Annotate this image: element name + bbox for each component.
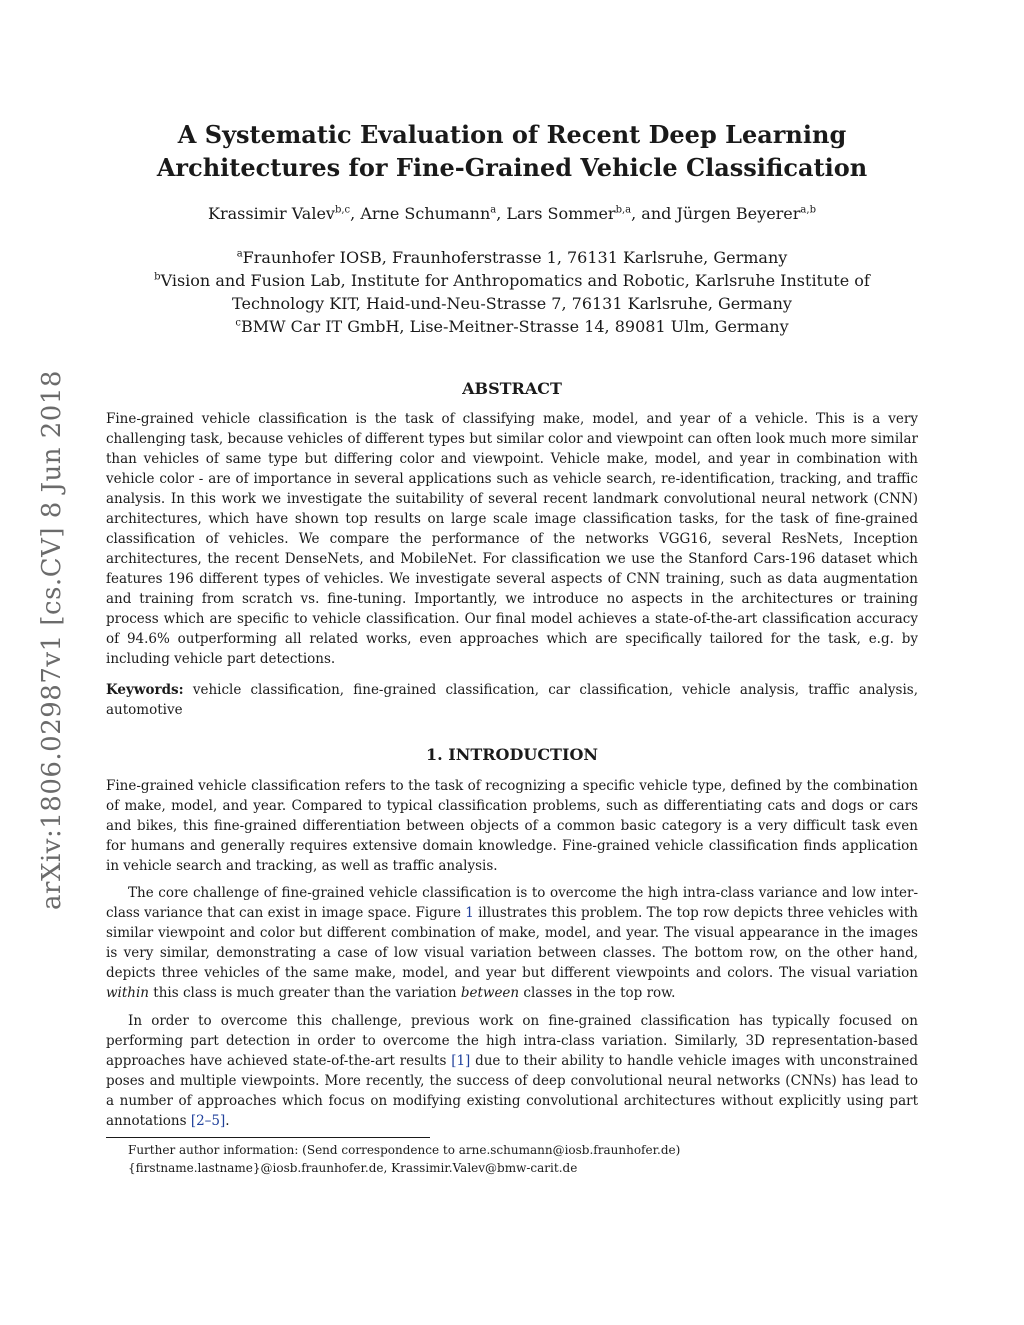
author-name: Krassimir Valev [208,204,335,223]
title-line-2: Architectures for Fine-Grained Vehicle Classification [156,153,868,182]
keywords-text: vehicle classification, fine-grained classification, car classification, vehicle analysis, traffic analysis, automotive [106,682,918,718]
affiliation-mark: b [154,271,161,283]
affiliation-b [110,269,914,315]
footnote [128,1141,680,1177]
paragraph-text: this class is much greater than the variation [149,985,461,1001]
author-name: Jürgen Beyerer [676,204,801,223]
affiliation-a [110,246,914,269]
author-affiliation-mark: b,a [615,204,632,216]
abstract-heading: ABSTRACT [462,379,562,398]
affiliation-text: BMW Car IT GmbH, Lise-Meitner-Strasse 14, 89081 Ulm, Germany [241,317,789,336]
footnote-divider [106,1137,430,1138]
affiliation-text: Fraunhofer IOSB, Fraunhoferstrasse 1, 76131 Karlsruhe, Germany [242,248,788,267]
author-affiliation-mark: b,c [334,204,351,216]
intro-paragraph-1: Fine-grained vehicle classification refers to the task of recognizing a specific vehicle type, defined by the combination of make, model, and year. Compared to typical classification problems, such as differentiating cats and dogs or cars and bikes, this fine-grained differentiation between objects of a common basic category is a very difficult task even for humans and generally requires extensive domain knowledge. Fine-grained vehicle classification finds application in vehicle search and tracking, as well as traffic analysis. [106,778,918,874]
affiliation-text: Vision and Fusion Lab, Institute for Anthropomatics and Robotic, Karlsruhe Institute of [160,271,870,290]
title-line-1: A Systematic Evaluation of Recent Deep Learning [177,120,847,149]
affiliation-c [110,315,914,338]
author-name: Lars Sommer [506,204,616,223]
paper-title [110,118,914,184]
author-separator: , and [631,204,677,223]
keywords [106,680,918,720]
emphasis-text: between [460,985,520,1001]
section-heading-introduction: 1. INTRODUCTION [425,745,599,764]
affiliation-text: Technology KIT, Haid-und-Neu-Strasse 7, 76131 Karlsruhe, Germany [232,294,792,313]
intro-paragraph-2 [106,883,918,1003]
paragraph-text: due to their ability to handle vehicle images with unconstrained poses and multiple viewpoints. More recently, the success of deep convolutional neural networks (CNNs) has lead to a number of approaches which focus on modifying existing convolutional architectures without explicitly using part annotations [106,1053,918,1129]
intro-paragraph-3 [106,1011,918,1131]
affiliation-mark: a [236,248,243,260]
footnote-line: Further author information: (Send correspondence to arne.schumann@iosb.fraunhofer.de) [128,1143,681,1157]
citation-link[interactable]: [2–5] [190,1113,226,1129]
paragraph-text: . [225,1113,230,1129]
footnote-line: {firstname.lastname}@iosb.fraunhofer.de, Krassimir.Valev@bmw-carit.de [128,1161,578,1175]
affiliation-list [110,246,914,338]
author-list [110,204,914,223]
paragraph-text: classes in the top row. [519,985,676,1001]
paragraph-text: illustrates this problem. The top row depicts three vehicles with similar viewpoint and color but different combination of make, model, and year. The visual appearance in the images is very similar, demonstrating a case of low visual variation between classes. The bottom row, on the other hand, depicts three vehicles of the same make, model, and year but different viewpoints and colors. The visual variation [106,905,918,981]
paragraph-text: In order to overcome this challenge, previous work on fine-grained classification has typically focused on performing part detection in order to overcome the high intra-class variation. Similarly, 3D representation-based approaches have achieved state-of-the-art results [106,1013,918,1069]
author-affiliation-mark: a,b [800,204,816,216]
paragraph-text: The core challenge of fine-grained vehicle classification is to overcome the high intra-class variance and low inter-class variance that can exist in image space. Figure [106,885,918,921]
affiliation-mark: c [235,317,241,329]
author-name: Arne Schumann [360,204,491,223]
figure-reference-link[interactable]: 1 [465,905,474,921]
emphasis-text: within [106,985,150,1001]
author-separator: , [350,204,361,223]
author-affiliation-mark: a [490,204,497,216]
abstract-body: Fine-grained vehicle classification is the task of classifying make, model, and year of a vehicle. This is a very challenging task, because vehicles of different types but similar color and viewpoint can often look much more similar than vehicles of same type but differing color and viewpoint. Vehicle make, model, and year in combination with vehicle color - are of importance in several applications such as vehicle search, re-identification, tracking, and traffic analysis. In this work we investigate the suitability of several recent landmark convolutional neural network (CNN) architectures, which have shown top results on large scale image classification tasks, for the task of fine-grained classification of vehicles. We compare the performance of the networks VGG16, several ResNets, Inception architectures, the recent DenseNets, and MobileNet. For classification we use the Stanford Cars-196 dataset which features 196 different types of vehicles. We investigate several aspects of CNN training, such as data augmentation and training from scratch vs. fine-tuning. Importantly, we introduce no aspects in the architectures or training process which are specific to vehicle classification. Our final model achieves a state-of-the-art classification accuracy of 94.6% outperforming all related works, even approaches which are specifically tailored for the task, e.g. by including vehicle part detections. [106,411,918,667]
keywords-label: Keywords: [106,682,184,698]
author-separator: , [496,204,507,223]
arxiv-identifier: arXiv:1806.02987v1 [cs.CV] 8 Jun 2018 [37,370,67,910]
citation-link[interactable]: [1] [451,1053,471,1069]
